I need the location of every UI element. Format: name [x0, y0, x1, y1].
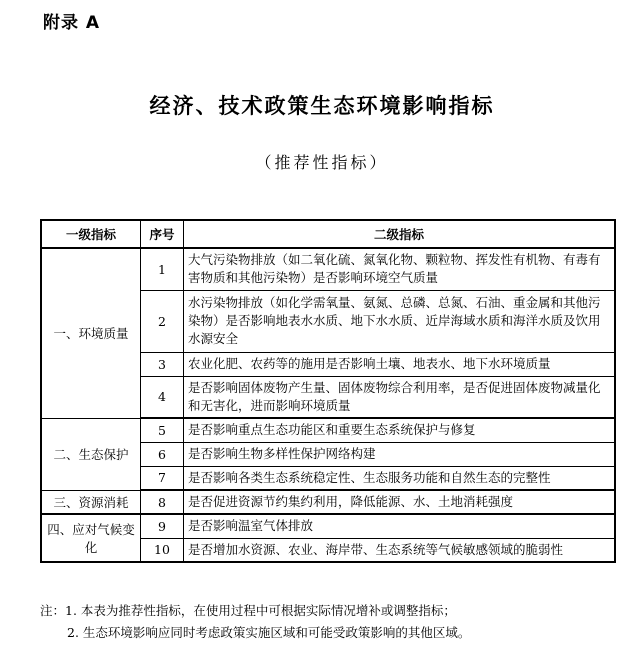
row-number: 1 — [141, 248, 184, 290]
row-text: 农业化肥、农药等的施用是否影响土壤、地表水、地下水环境质量 — [184, 352, 616, 376]
table-notes — [40, 600, 470, 644]
row-number: 10 — [141, 538, 184, 562]
page-title: 经济、技术政策生态环境影响指标 — [149, 94, 495, 118]
indicator-table — [40, 219, 616, 563]
header-number: 序号 — [141, 220, 184, 248]
note-item: 注：1. 本表为推荐性指标，在使用过程中可根据实际情况增补或调整指标； — [40, 603, 456, 618]
row-number: 3 — [141, 352, 184, 376]
appendix-label: 附录 A — [43, 13, 101, 33]
row-text: 是否促进资源节约集约利用，降低能源、水、土地消耗强度 — [184, 490, 616, 514]
group-name: 一、环境质量 — [41, 248, 141, 418]
row-text: 是否影响生物多样性保护网络构建 — [184, 442, 616, 466]
group-name: 二、生态保护 — [41, 418, 141, 490]
table-row — [41, 248, 615, 290]
note-item: 2. 生态环境影响应同时考虑政策实施区域和可能受政策影响的其他区域。 — [67, 625, 471, 640]
row-number: 9 — [141, 514, 184, 538]
table-row — [41, 490, 615, 514]
header-level1: 一级指标 — [41, 220, 141, 248]
table-row — [41, 514, 615, 538]
row-text: 是否增加水资源、农业、海岸带、生态系统等气候敏感领域的脆弱性 — [184, 538, 616, 562]
row-text: 是否影响温室气体排放 — [184, 514, 616, 538]
page-subtitle: （推荐性指标） — [255, 153, 389, 172]
row-number: 6 — [141, 442, 184, 466]
row-number: 7 — [141, 466, 184, 490]
group-name: 三、资源消耗 — [41, 490, 141, 514]
row-number: 4 — [141, 376, 184, 418]
header-level2: 二级指标 — [184, 220, 616, 248]
row-number: 8 — [141, 490, 184, 514]
row-text: 大气污染物排放（如二氧化硫、氮氧化物、颗粒物、挥发性有机物、有毒有害物质和其他污染物）是否影响环境空气质量 — [184, 248, 616, 290]
row-text: 是否影响各类生态系统稳定性、生态服务功能和自然生态的完整性 — [184, 466, 616, 490]
table-row — [41, 418, 615, 442]
row-number: 5 — [141, 418, 184, 442]
group-name: 四、应对气候变化 — [41, 514, 141, 562]
row-text: 水污染物排放（如化学需氧量、氨氮、总磷、总氮、石油、重金属和其他污染物）是否影响地表水水质、地下水水质、近岸海域水质和海洋水质及饮用水源安全 — [184, 290, 616, 352]
row-text: 是否影响重点生态功能区和重要生态系统保护与修复 — [184, 418, 616, 442]
row-number: 2 — [141, 290, 184, 352]
table-header-row — [41, 220, 615, 248]
row-text: 是否影响固体废物产生量、固体废物综合利用率，是否促进固体废物减量化和无害化，进而影响环境质量 — [184, 376, 616, 418]
